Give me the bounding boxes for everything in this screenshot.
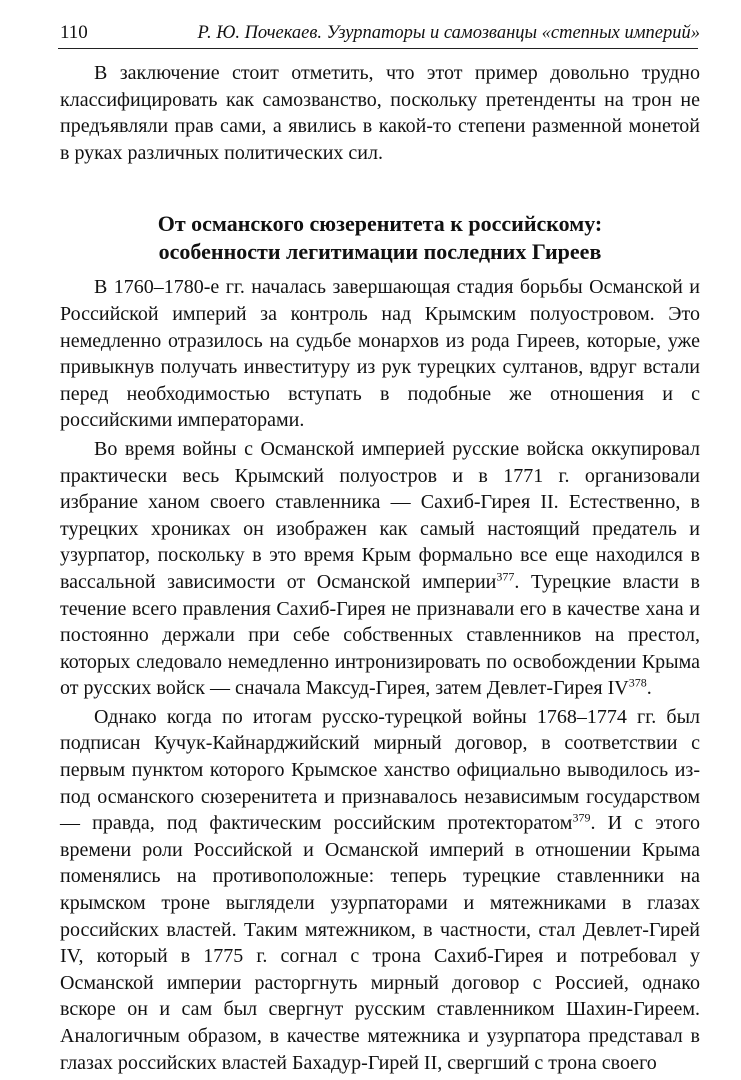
- paragraph-3-text-b: . И с этого времени роли Российской и Османской империй в отношении Крыма поменялись на противоположные: теперь турецкие ставленники на крымском троне выглядели узурпаторами и мятежниками в глазах российских властей. Таким мятежником, в частности, стал Девлет-Гирей IV, который в 1775 г. согнал с трона Сахиб-Гирея и потребовал у Османской империи расторгнуть мирный договор с Россией, однако вскоре он и сам был свергнут русским ставленником Шахин-Гиреем. Аналогичным образом, в качестве мятежника и узурпатора представал в глазах российских властей Бахадур-Гирей II, свергший с трона своего: [60, 812, 700, 1074]
- page-body: [60, 60, 700, 1076]
- section-heading: [60, 210, 700, 266]
- page-number: 110: [60, 22, 88, 43]
- running-title: Р. Ю. Почекаев. Узурпаторы и самозванцы «степных империй»: [197, 23, 700, 43]
- section-heading-line-1: От османского сюзеренитета к российскому:: [157, 211, 603, 237]
- paragraph-2-text-b: . Турецкие власти в течение всего правления Сахиб-Гирея не признавали его в качестве хана и постоянно держали при себе собственных ставленников на престол, которых следовало немедленно интронизировать по освобождении Крыма от русских войск — сначала Максуд-Гирея, затем Девлет-Гирея IV: [60, 570, 700, 700]
- footnote-ref-377[interactable]: 377: [496, 569, 515, 584]
- footnote-ref-379[interactable]: 379: [572, 810, 591, 825]
- paragraph-3-text-a: Однако когда по итогам русско-турецкой войны 1768–1774 гг. был подписан Кучук-Кайнарджийский мирный договор, в соответствии с первым пунктом которого Крымское ханство официально выводилось из-под османского сюзеренитета и признавалось независимым государством — правда, под фактическим российским протекторатом: [60, 705, 700, 835]
- paragraph-1: В 1760–1780-е гг. началась завершающая стадия борьбы Османской и Российской империй за контроль над Крымским полуостровом. Это немедленно отразилось на судьбе монархов из рода Гиреев, которые, уже привыкнув получать инвеституру из рук турецких султанов, вдруг встали перед необходимостью вступать в подобные же отношения и с российскими императорами.: [60, 276, 700, 432]
- paragraph-3: [60, 704, 700, 1076]
- page-header: [60, 22, 700, 48]
- paragraph-conclusion: В заключение стоит отметить, что этот пример довольно трудно классифицировать как самозванство, поскольку претенденты на трон не предъявляли прав сами, а явились в какой-то степени разменной монетой в руках различных политических сил.: [60, 62, 700, 164]
- paragraph-2: [60, 436, 700, 702]
- section-heading-line-2: особенности легитимации последних Гиреев: [158, 239, 602, 265]
- header-rule: [58, 48, 698, 49]
- paragraph-2-text-c: .: [646, 677, 652, 700]
- paragraph-2-text-a: Во время войны с Османской империей русские войска оккупировал практически весь Крымский полуостров и в 1771 г. организовали избрание ханом своего ставленника — Сахиб-Гирея II. Естественно, в турецких хрониках он изображен как самый настоящий предатель и узурпатор, поскольку в это время Крым формально все еще находился в вассальной зависимости от Османской империи: [60, 437, 700, 593]
- footnote-ref-378[interactable]: 378: [628, 675, 647, 690]
